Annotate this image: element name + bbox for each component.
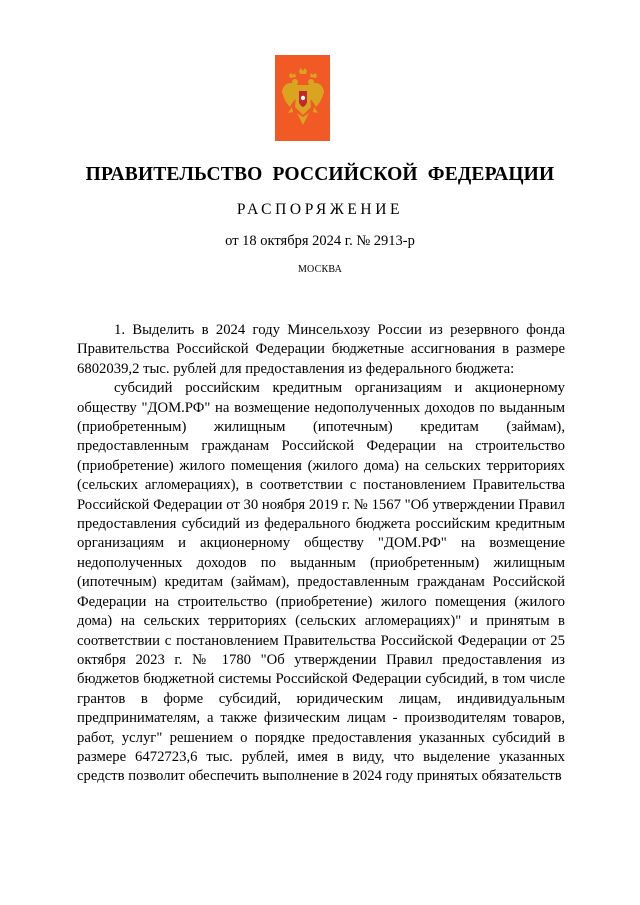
body-paragraph-1: 1. Выделить в 2024 году Минсельхозу России из резервного фонда Правительства Российской Федерации бюджетные ассигнования в размере 6802039,2 тыс. рублей для предоставления из федерального бюджета:: [77, 322, 565, 377]
body-paragraph-2: субсидий российским кредитным организациям и акционерному обществу "ДОМ.РФ" на возмещение недополученных доходов по выданным (приобретенным) жилищным (ипотечным) кредитам (займам), предоставленным гражданам Российской Федерации на строительство (приобретение) жилого помещения (жилого дома) на сельских территориях (сельских агломерациях), в соответствии с постановлением Правительства Российской Федерации от 30 ноября 2019 г. № 1567 "Об утверждении Правил предоставления субсидий из федерального бюджета российским кредитным организациям и акционерному обществу "ДОМ.РФ" на возмещение недополученных доходов по выданным (приобретенным) жилищным (ипотечным) кредитам (займам), предоставленным гражданам Российской Федерации на строительство (приобретение) жилого помещения (жилого дома) на сельских территориях (сельских агломерациях)" и принятым в соответствии с постановлением Правительства Российской Федерации от 25 октября 2023 г. № 1780 "Об утверждении Правил предоставления из бюджетов бюджетной системы Российской Федерации субсидий, в том числе грантов в форме субсидий, юридическим лицам, индивидуальным предпринимателям, а также физическим лицам - производителям товаров, работ, услуг" решением о порядке предоставления указанных субсидий в размере 6472723,6 тыс. рублей, имея в виду, что выделение указанных средств позволит обеспечить выполнение в 2024 году принятых обязательств: [77, 380, 565, 785]
government-title: ПРАВИТЕЛЬСТВО РОССИЙСКОЙ ФЕДЕРАЦИИ: [85, 164, 555, 185]
document-date: от 18 октября 2024 г. № 2913-р: [225, 233, 415, 249]
city-label: МОСКВА: [297, 264, 343, 275]
russian-coat-of-arms-icon: [280, 67, 326, 129]
coat-of-arms-emblem: [275, 55, 330, 141]
document-body: [77, 321, 565, 787]
document-type: РАСПОРЯЖЕНИЕ: [236, 201, 404, 218]
